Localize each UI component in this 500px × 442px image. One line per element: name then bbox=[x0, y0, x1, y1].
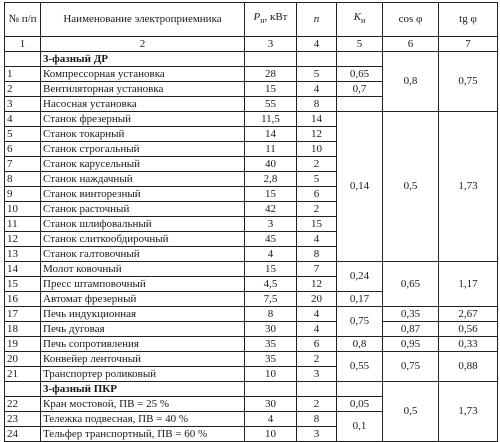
group-title: 3-фазный ДР bbox=[41, 52, 245, 67]
row-power: 2,8 bbox=[245, 172, 297, 187]
row-count: 7 bbox=[297, 262, 337, 277]
header-num: № п/п bbox=[5, 3, 41, 37]
header-tg: tg φ bbox=[439, 3, 498, 37]
row-name: Молот ковочный bbox=[41, 262, 245, 277]
row-number: 19 bbox=[5, 337, 41, 352]
row-count: 15 bbox=[297, 217, 337, 232]
group-title: 3-фазный ПКР bbox=[41, 382, 245, 397]
row-count: 10 bbox=[297, 142, 337, 157]
row-count: 12 bbox=[297, 127, 337, 142]
row-name: Станок карусельный bbox=[41, 157, 245, 172]
cos-cell: 0,75 bbox=[383, 352, 439, 382]
row-power: 30 bbox=[245, 322, 297, 337]
row-count: 2 bbox=[297, 352, 337, 367]
row-number: 15 bbox=[5, 277, 41, 292]
row-count: 6 bbox=[297, 337, 337, 352]
tg-cell: 2,67 bbox=[439, 307, 498, 322]
cos-cell: 0,65 bbox=[383, 262, 439, 307]
table-row bbox=[5, 262, 498, 277]
row-power: 11,5 bbox=[245, 112, 297, 127]
cos-cell: 0,35 bbox=[383, 307, 439, 322]
row-name: Станок строгальный bbox=[41, 142, 245, 157]
row-name: Станок шлифовальный bbox=[41, 217, 245, 232]
row-number: 12 bbox=[5, 232, 41, 247]
col-number: 6 bbox=[383, 37, 439, 52]
row-number: 14 bbox=[5, 262, 41, 277]
row-name: Станок наждачный bbox=[41, 172, 245, 187]
tg-cell: 1,17 bbox=[439, 262, 498, 307]
row-number: 17 bbox=[5, 307, 41, 322]
kuse-cell: 0,7 bbox=[337, 82, 383, 97]
header-kuse-subscript: и bbox=[361, 16, 366, 26]
row-count: 2 bbox=[297, 397, 337, 412]
row-name: Автомат фрезерный bbox=[41, 292, 245, 307]
row-power: 35 bbox=[245, 352, 297, 367]
row-power: 45 bbox=[245, 232, 297, 247]
col-number: 5 bbox=[337, 37, 383, 52]
row-power: 3 bbox=[245, 217, 297, 232]
row-number: 9 bbox=[5, 187, 41, 202]
row-name: Пресс штамповочный bbox=[41, 277, 245, 292]
row-count: 14 bbox=[297, 112, 337, 127]
row-number: 23 bbox=[5, 412, 41, 427]
header-power-unit: , кВт bbox=[264, 11, 288, 24]
electrical-receivers-table bbox=[4, 2, 498, 442]
header-name: Наименование электроприемника bbox=[41, 3, 245, 37]
row-number: 20 bbox=[5, 352, 41, 367]
tg-cell: 0,88 bbox=[439, 352, 498, 382]
row-number: 10 bbox=[5, 202, 41, 217]
table-container bbox=[4, 2, 497, 442]
row-power: 4 bbox=[245, 247, 297, 262]
row-number: 11 bbox=[5, 217, 41, 232]
kuse-cell: 0,14 bbox=[337, 112, 383, 262]
row-count: 4 bbox=[297, 322, 337, 337]
row-power: 35 bbox=[245, 337, 297, 352]
table-row bbox=[5, 307, 498, 322]
row-power: 10 bbox=[245, 427, 297, 442]
row-power: 42 bbox=[245, 202, 297, 217]
cos-cell: 0,95 bbox=[383, 337, 439, 352]
row-count: 8 bbox=[297, 97, 337, 112]
tg-cell: 1,73 bbox=[439, 382, 498, 442]
kuse-cell bbox=[337, 97, 383, 112]
row-count: 2 bbox=[297, 157, 337, 172]
row-count: 8 bbox=[297, 412, 337, 427]
row-count: 5 bbox=[297, 67, 337, 82]
kuse-cell: 0,05 bbox=[337, 397, 383, 412]
row-number: 22 bbox=[5, 397, 41, 412]
row-name: Конвейер ленточный bbox=[41, 352, 245, 367]
row-number: 13 bbox=[5, 247, 41, 262]
kuse-cell: 0,55 bbox=[337, 352, 383, 382]
row-power: 11 bbox=[245, 142, 297, 157]
row-power: 15 bbox=[245, 187, 297, 202]
row-power: 55 bbox=[245, 97, 297, 112]
row-count: 6 bbox=[297, 187, 337, 202]
row-number: 7 bbox=[5, 157, 41, 172]
row-name: Печь дуговая bbox=[41, 322, 245, 337]
row-count: 20 bbox=[297, 292, 337, 307]
kuse-cell: 0,1 bbox=[337, 412, 383, 442]
row-power: 14 bbox=[245, 127, 297, 142]
row-name: Кран мостовой, ПВ = 25 % bbox=[41, 397, 245, 412]
table-row bbox=[5, 112, 498, 127]
column-number-row bbox=[5, 37, 498, 52]
row-number: 21 bbox=[5, 367, 41, 382]
row-count: 5 bbox=[297, 172, 337, 187]
cos-cell: 0,5 bbox=[383, 112, 439, 262]
table-row bbox=[5, 352, 498, 367]
header-power-subscript: н bbox=[260, 16, 265, 26]
tg-cell: 1,73 bbox=[439, 112, 498, 262]
row-name: Тележка подвесная, ПВ = 40 % bbox=[41, 412, 245, 427]
header-count bbox=[297, 3, 337, 37]
header-count-symbol: n bbox=[313, 13, 320, 25]
tg-cell: 0,33 bbox=[439, 337, 498, 352]
table-row bbox=[5, 322, 498, 337]
row-name: Печь индукционная bbox=[41, 307, 245, 322]
kuse-cell: 0,17 bbox=[337, 292, 383, 307]
row-number: 16 bbox=[5, 292, 41, 307]
header-kuse-symbol: K bbox=[353, 11, 362, 24]
row-number: 5 bbox=[5, 127, 41, 142]
row-power: 30 bbox=[245, 397, 297, 412]
col-number: 2 bbox=[41, 37, 245, 52]
tg-cell: 0,75 bbox=[439, 52, 498, 112]
row-name: Станок слиткообдирочный bbox=[41, 232, 245, 247]
row-count: 8 bbox=[297, 247, 337, 262]
row-number: 24 bbox=[5, 427, 41, 442]
header-power bbox=[245, 3, 297, 37]
header-cos: cos φ bbox=[383, 3, 439, 37]
row-count: 3 bbox=[297, 367, 337, 382]
col-number: 7 bbox=[439, 37, 498, 52]
row-number: 3 bbox=[5, 97, 41, 112]
col-number: 1 bbox=[5, 37, 41, 52]
row-name: Насосная установка bbox=[41, 97, 245, 112]
row-count: 3 bbox=[297, 427, 337, 442]
table-row bbox=[5, 52, 498, 67]
row-count: 12 bbox=[297, 277, 337, 292]
cos-cell: 0,5 bbox=[383, 382, 439, 442]
row-name: Станок фрезерный bbox=[41, 112, 245, 127]
row-power: 15 bbox=[245, 82, 297, 97]
row-number: 18 bbox=[5, 322, 41, 337]
table-row bbox=[5, 337, 498, 352]
row-number: 2 bbox=[5, 82, 41, 97]
header-row bbox=[5, 3, 498, 37]
row-name: Печь сопротивления bbox=[41, 337, 245, 352]
row-power: 8 bbox=[245, 307, 297, 322]
row-name: Транспортер роликовый bbox=[41, 367, 245, 382]
row-count: 4 bbox=[297, 232, 337, 247]
row-name: Станок винторезный bbox=[41, 187, 245, 202]
row-name: Тельфер транспортный, ПВ = 60 % bbox=[41, 427, 245, 442]
row-power: 40 bbox=[245, 157, 297, 172]
cos-cell: 0,87 bbox=[383, 322, 439, 337]
kuse-cell: 0,65 bbox=[337, 67, 383, 82]
row-name: Станок токарный bbox=[41, 127, 245, 142]
row-number: 4 bbox=[5, 112, 41, 127]
row-power: 10 bbox=[245, 367, 297, 382]
row-number: 8 bbox=[5, 172, 41, 187]
tg-cell: 0,56 bbox=[439, 322, 498, 337]
header-kuse bbox=[337, 3, 383, 37]
row-count: 4 bbox=[297, 82, 337, 97]
col-number: 3 bbox=[245, 37, 297, 52]
kuse-cell: 0,24 bbox=[337, 262, 383, 292]
row-power: 28 bbox=[245, 67, 297, 82]
row-number: 6 bbox=[5, 142, 41, 157]
row-power: 4,5 bbox=[245, 277, 297, 292]
row-count: 2 bbox=[297, 202, 337, 217]
kuse-cell: 0,8 bbox=[337, 337, 383, 352]
row-name: Вентиляторная установка bbox=[41, 82, 245, 97]
header-power-symbol: P bbox=[253, 11, 261, 24]
cos-cell: 0,8 bbox=[383, 52, 439, 112]
kuse-cell: 0,75 bbox=[337, 307, 383, 337]
col-number: 4 bbox=[297, 37, 337, 52]
row-power: 15 bbox=[245, 262, 297, 277]
row-power: 4 bbox=[245, 412, 297, 427]
row-number: 1 bbox=[5, 67, 41, 82]
row-power: 7,5 bbox=[245, 292, 297, 307]
row-name: Компрессорная установка bbox=[41, 67, 245, 82]
table-row bbox=[5, 382, 498, 397]
row-name: Станок расточный bbox=[41, 202, 245, 217]
row-name: Станок галтовочный bbox=[41, 247, 245, 262]
row-count: 4 bbox=[297, 307, 337, 322]
